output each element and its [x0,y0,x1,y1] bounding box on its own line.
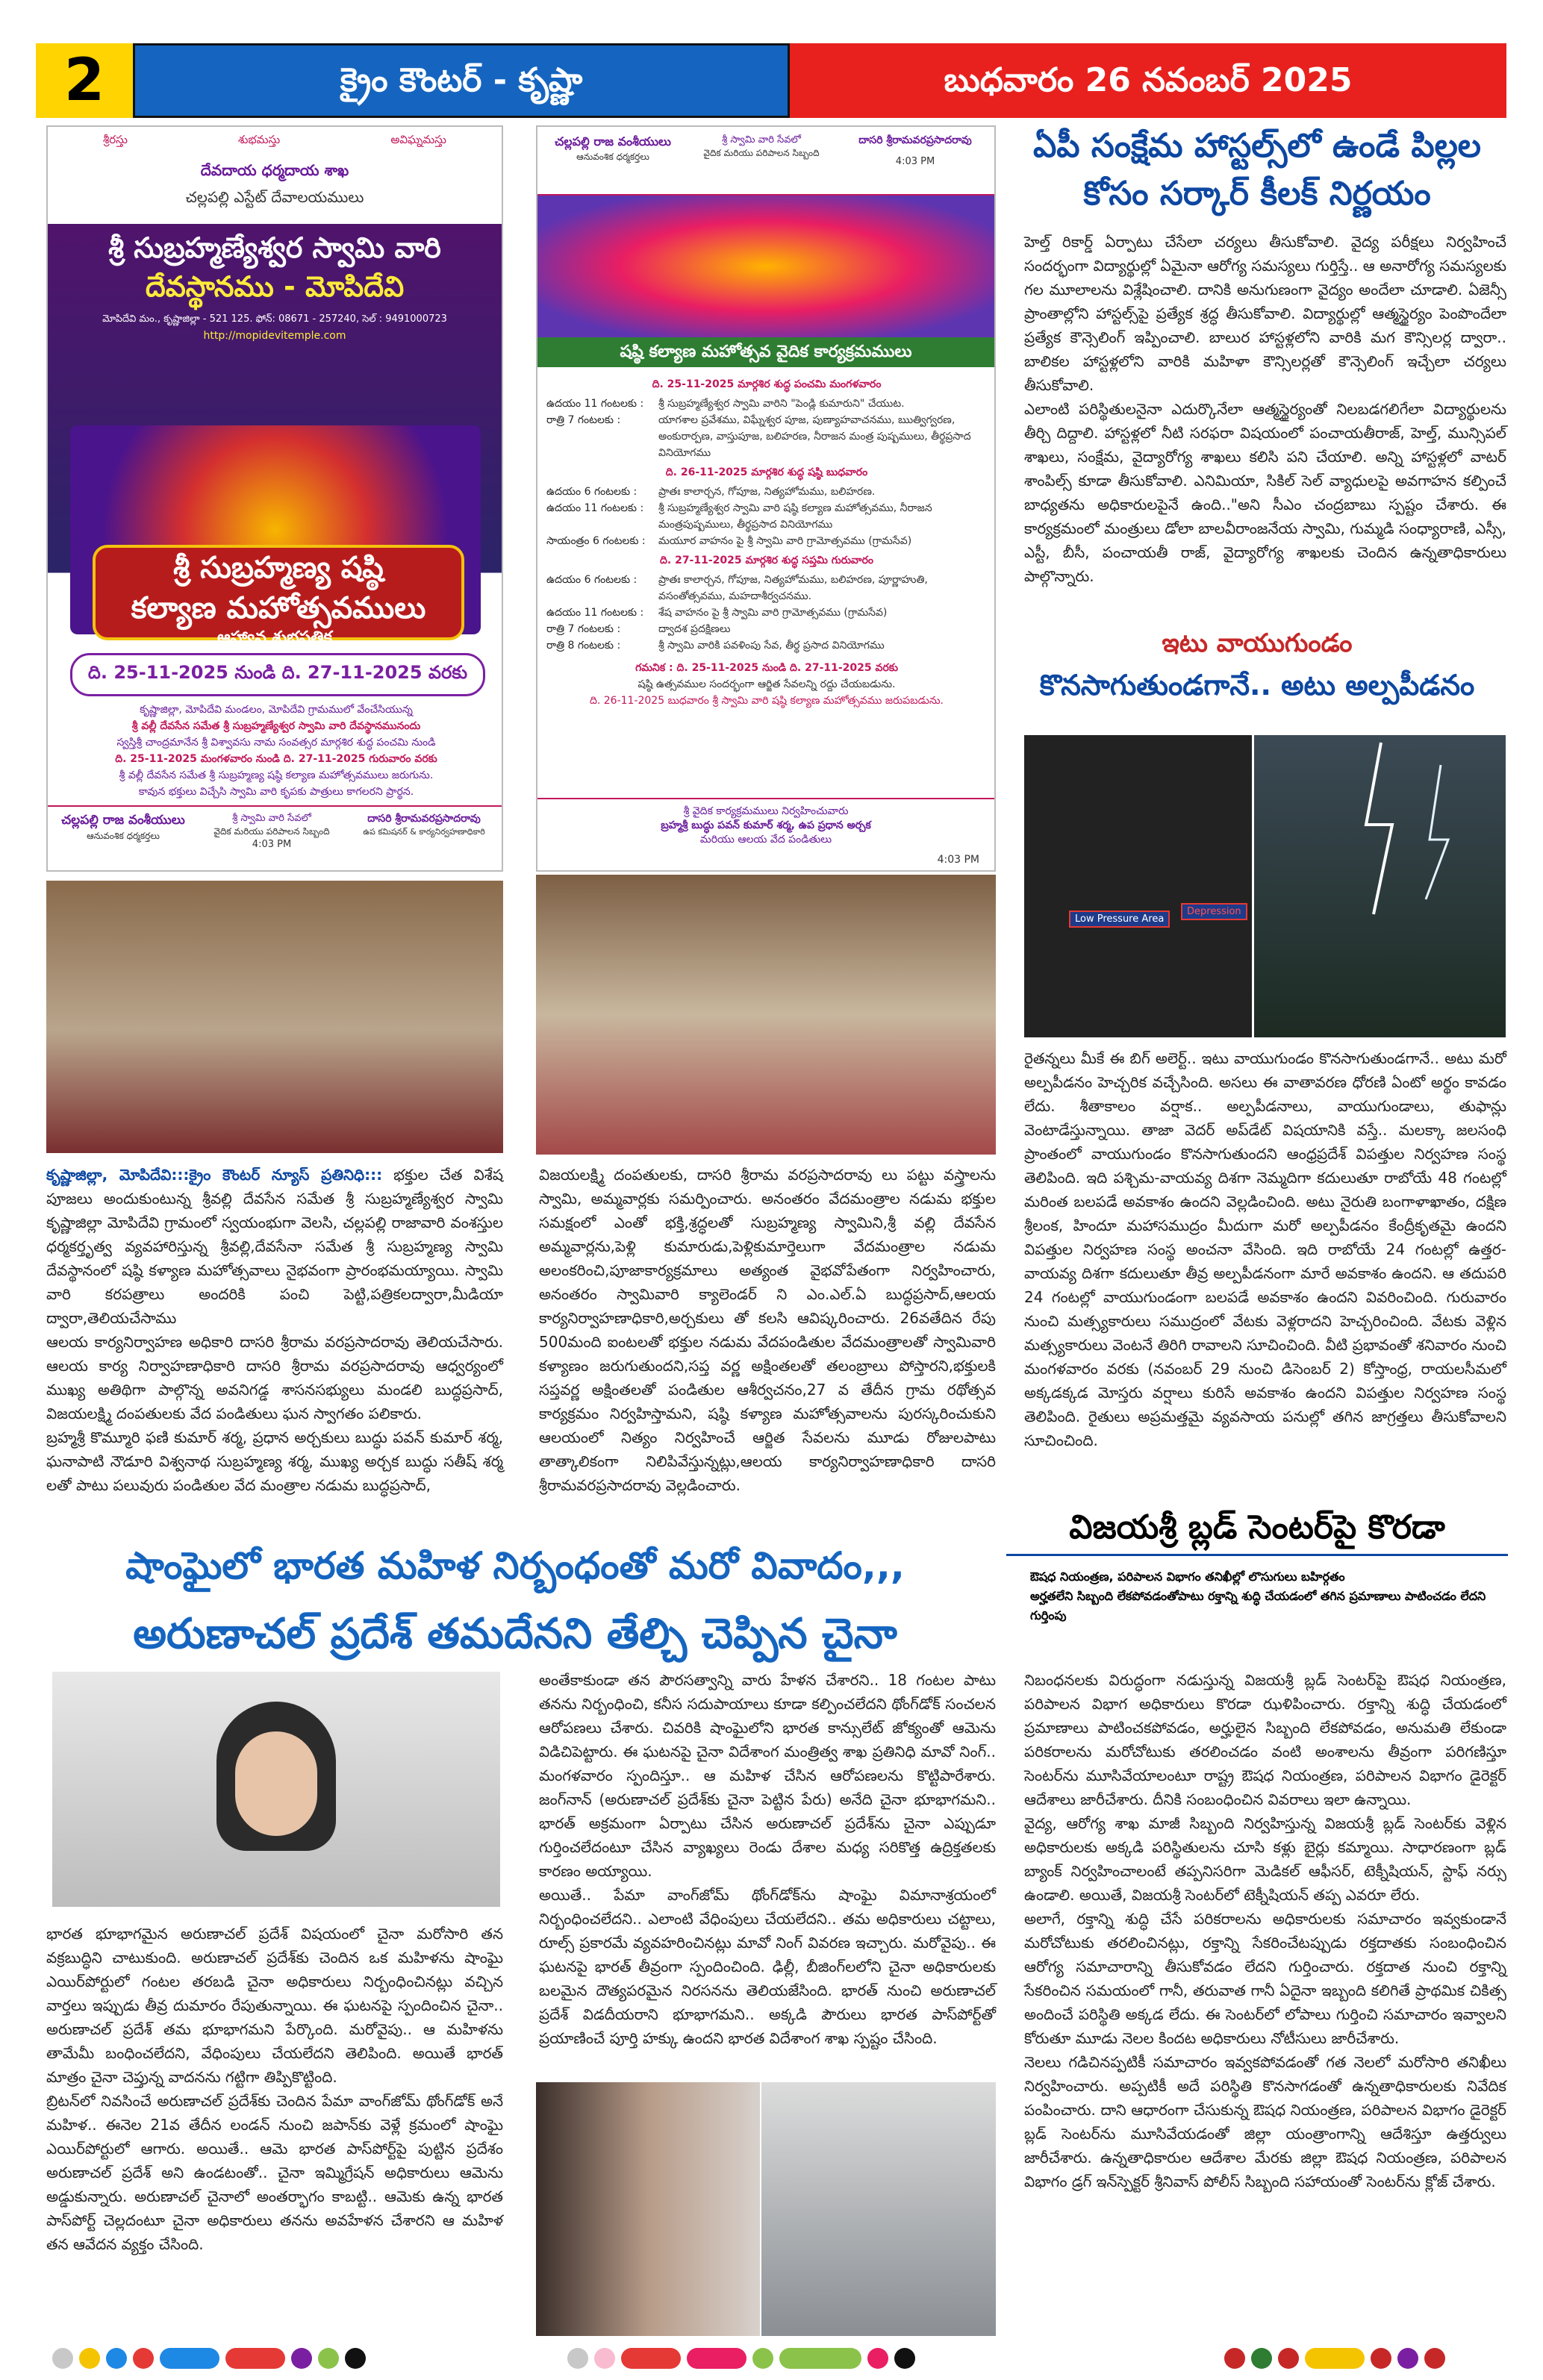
note-3: ది. 26-11-2025 బుధవారం శ్రీ స్వామి వారి షష్ఠి కల్యాణ మహోత్సవము జరుపబడును. [589,695,944,707]
color-bar [621,2348,681,2369]
schedule-row [546,500,987,533]
china-article-col-2 [539,1668,996,2071]
color-dot [1251,2348,1272,2369]
color-dot [133,2348,154,2369]
article-text: భారత భూభాగమైన అరుణాచల్ ప్రదేశ్ విషయంలో చైనా మరోసారి తన వక్రబుద్ధిని చాటుకుంది. అరుణాచల్ ప్రదేశ్‌కు చెందిన ఒక మహిళను షాంఘై ఎయిర్‌పోర్టులో గంటల తరబడి చైనా అధికారులు నిర్బంధించినట్లు వచ్చిన వార్తలు ఇప్పుడు తీవ్ర దుమారం రేపుతున్నాయి. ఈ ఘటనపై స్పందించిన చైనా.. అరుణాచల్ ప్రదేశ్ తమ భూభాగమని పేర్కొంది. మరోవైపు.. ఆ మహిళను తామేమీ బంధించలేదని, వేధింపులు చేయలేదని తెలిపింది. అయితే భారత్ మాత్రం చైనా చెప్తున్న వాదనను గట్టిగా తిప్పికొట్టింది. బ్రిటన్‌లో నివసించే అరుణాచల్ ప్రదేశ్‌కు చెందిన పేమా వాంగ్‌జోమ్ థోంగ్‌డోక్ అనే మహిళ.. ఈనెల 21వ తేదీన లండన్ నుంచి జపాన్‌కు వెళ్లే క్రమంలో షాంఘై ఎయిర్‌పోర్టులో ఆగారు. అయితే.. ఆమె భారత పాస్‌పోర్ట్‌పై పుట్టిన ప్రదేశం అరుణాచల్ ప్రదేశ్ అని ఉండటంతో.. చైనా ఇమ్మిగ్రేషన్ అధికారులు ఆమెను అడ్డుకున్నారు. అరుణాచల్ చైనాలో అంతర్భాగం కాబట్టి.. ఆమెకు ఉన్న భారత పాస్‌పోర్ట్ చెల్లదంటూ చైనా అధికారులు తనను అవహేళన చేశారని ఆ మహిళ తన ఆవేదన వ్యక్తం చేసింది. [46,1925,504,2253]
color-dot [79,2348,100,2369]
note-2: షష్ఠి ఉత్సవముల సందర్భంగా ఆర్జిత సేవలన్ని రద్దు చేయబడును. [638,678,896,690]
foot-line-2: బ్రహ్మశ్రీ బుద్ధు పవన్ కుమార్ శర్మ, ఉప ప్రధాన అర్చక [661,819,871,831]
kalyanam-title-box [93,545,464,640]
estate-temples: చల్లపల్లి ఎస్టేట్ దేవాలయములు [185,188,364,206]
vedic-program-card [536,125,996,872]
color-bar [225,2348,285,2369]
head-service: శ్రీ స్వామి వారి సేవలో [722,134,801,146]
head-trustees-sub: ఆనువంశిక ధర్మకర్తలు [576,152,649,162]
kalyanam-title-2: కల్యాణ మహోత్సవములు [131,591,426,625]
color-dot [752,2348,773,2369]
temple-place: దేవస్థానము - మోపిదేవి [145,270,405,303]
schedule-row [546,484,987,500]
hostel-article-body [1024,230,1506,618]
schedule-row [546,396,987,412]
color-dot [1224,2348,1245,2369]
color-dot [1424,2348,1445,2369]
schedule-row [546,621,987,637]
china-headline-2: అరుణాచల్ ప్రదేశ్ తమదేనని తేల్చి చెప్పిన చైనా [133,1610,897,1658]
screenshot-time: 4:03 PM [252,839,292,850]
color-dot [345,2348,366,2369]
invite-line: కావున భక్తులు విచ్చేసి స్వామి వారి కృపకు పాత్రులు కాగలరని ప్రార్థన. [138,786,414,798]
temple-address: మోపిదేవి మం., కృష్ణాజిల్లా - 521 125. ఫోన్: 08671 - 257240, సెల్ : 9491000723 [102,313,447,325]
schedule-time: ఉదయం 6 గంటలకు : [546,486,638,498]
foot-eo-sub: ఉప కమిషనర్ & కార్యనిర్వహణాధికారి [363,827,485,837]
lightning-icon [1254,735,1506,1037]
schedule-time: ఉదయం 6 గంటలకు : [546,574,638,586]
schedule-desc: మయూర వాహనం పై శ్రీ స్వామి వారి గ్రామోత్సవము (గ్రామసేవ) [658,535,912,547]
invitation-top-band [48,127,502,224]
article-text: అంతేకాకుండా తన పౌరసత్వాన్ని వారు హేళన చేశారని.. 18 గంటల పాటు తనను నిర్బంధించి, కనీస సదుపాయాలు కూడా కల్పించలేదని థోంగ్‌డోక్ సంచలన ఆరోపణలు చేశారు. చివరికి షాంఘైలోని భారత కాన్సులేట్ జోక్యంతో ఆమెను విడిచిపెట్టారు. ఈ ఘటనపై చైనా విదేశాంగ మంత్రిత్వ శాఖ ప్రతినిధి మావో నింగ్.. మంగళవారం స్పందిస్తూ.. ఆ మహిళ చేసిన ఆరోపణలను కొట్టిపారేశారు. జంగ్‌నాన్ (అరుణాచల్ ప్రదేశ్‌కు చైనా పెట్టిన పేరు) అనేది చైనా భూభాగమని.. భారత్ అక్రమంగా ఏర్పాటు చేసిన అరుణాచల్ ప్రదేశ్‌ను చైనా ఎప్పుడూ గుర్తించలేదంటూ చేసిన వ్యాఖ్యలు రెండు దేశాల మధ్య సరికొత్త ఉద్రిక్తతలకు కారణం అయ్యాయి. అయితే.. పేమా వాంగ్‌జోమ్ థోంగ్‌డోక్‌ను షాంఘై విమానాశ్రయంలో నిర్బంధించలేదని.. ఎలాంటి వేధింపులు చేయలేదని.. తమ అధికారులు చట్టాలు, రూల్స్ ప్రకారమే వ్యవహరించినట్లు మావో నింగ్ వివరణ ఇచ్చారు. మరోవైపు.. ఈ ఘటనపై భారత్ తీవ్రంగా స్పందించింది. ఢిల్లీ, బీజింగ్‌లలోని చైనా అధికారులకు బలమైన దౌత్యపరమైన నిరసనను తెలియజేసింది. భారత్ నుంచి అరుణాచల్ ప్రదేశ్ విడదీయరాని భూభాగమని.. అక్కడి పౌరులు భారత పాస్‌పోర్ట్‌తో ప్రయాణించే పూర్తి హక్కు ఉందని భారత విదేశాంగ శాఖ స్పష్టం చేసింది. [539,1671,997,2047]
screenshot-time: 4:03 PM [895,156,935,167]
map-label-depression: Depression [1181,903,1247,920]
color-bar [687,2348,746,2369]
color-dot [106,2348,127,2369]
footer-color-strip-mid [567,2345,985,2372]
invitation-footer [48,805,502,870]
weather-headline: కొనసాగుతుండగానే.. అటు అల్పపీడనం [1039,669,1475,702]
foot-service: శ్రీ స్వామి వారి సేవలో [232,813,311,824]
woman-portrait-photo [52,1672,500,1907]
lightning-storm-image [1254,735,1506,1037]
temple-article-col-2 [539,1163,1001,1521]
hostel-headline-1: ఏపీ సంక్షేమ హాస్టల్స్‌లో ఉండే పిల్లల [1032,127,1481,165]
foot-service-sub: వైదిక మరియు పరిపాలన సిబ్బంది [213,826,330,837]
article-text: హెల్త్ రికార్డ్ ఏర్పాటు చేసేలా చర్యలు తీసుకోవాలి. వైద్య పరీక్షలు నిర్వహించే సందర్భంగా విద్యార్థుల్లో ఏమైనా ఆరోగ్య సమస్యలు గుర్తిస్తే.. ఆ అనారోగ్య సమస్యలకు గల మూలాలను విశ్లేషించాలి. దానికి అనుగుణంగా వైద్యం అందేలా చూడాలి. ఏజెన్సీ ప్రాంతాల్లోని హాస్టల్స్‌పై ప్రత్యేక శ్రద్ధ తీసుకోవాలి. విద్యార్థుల్లో ఆత్మస్థైర్యం పెంపొందేలా ప్రత్యేక కౌన్సెలింగ్ ఇప్పించాలి. బాలుర హాస్టళ్లలోని వారికి మగ కౌన్సిలర్ల ద్వారా.. బాలికల హాస్టళ్లలోని వారికి మహిళా కౌన్సిలర్లతో కౌన్సెలింగ్ ఇచ్చేలా చర్యలు తీసుకోవాలి. ఎలాంటి పరిస్థితులనైనా ఎదుర్కొనేలా ఆత్మస్థైర్యంతో నిలబడగలిగేలా విద్యార్థులను తీర్చి దిద్దాలి. హాస్టళ్లలో నీటి సరఫరా విషయంలో పంచాయతీరాజ్, హెల్త్, మున్సిపల్ శాఖలు, సంక్షేమ, వైద్యారోగ్య శాఖలు కలిసి పని చేయాలి. అన్ని హాస్టళ్లలో వాటర్ శాంపిల్స్ కూడా తీసుకోవాలి. ఎనిమియా, సికిల్ సెల్ వ్యాధులపై అవగాహన కల్పించే బాధ్యతను అధికారులపైనే ఉంది.."అని సీఎం చంద్రబాబు స్పష్టం చేశారు. ఈ కార్యక్రమంలో మంత్రులు డోలా బాలవీరాంజనేయ స్వామి, గుమ్మడి సంధ్యారాణి, ఎస్సీ, ఎస్టీ, బీసీ, పంచాయతీ రాజ్, వైద్యారోగ్య శాఖలకు చెందిన ఉన్నతాధికారులు పాల్గొన్నారు. [1024,233,1507,585]
article-text: నిబంధనలకు విరుద్ధంగా నడుస్తున్న విజయశ్రీ బ్లడ్ సెంటర్‌పై ఔషధ నియంత్రణ, పరిపాలన విభాగ అధికారులు కొరడా ఝళిపించారు. రక్తాన్ని శుద్ధి చేయడంలో ప్రమాణాలు పాటించకపోవడం, అర్హులైన సిబ్బంది లేకపోవడం, అనుమతి లేకుండా పరికరాలను మరోచోటుకు తరలించడం వంటి అంశాలను తీవ్రంగా పరిగణిస్తూ సెంటర్‌ను మూసివేయాలంటూ రాష్ట్ర ఔషధ నియంత్రణ, పరిపాలన విభాగం డైరెక్టర్ ఆదేశాలు జారీచేశారు. దీనికి సంబంధించిన వివరాలు ఇలా ఉన్నాయి. వైద్య, ఆరోగ్య శాఖ మాజీ సిబ్బంది నిర్వహిస్తున్న విజయశ్రీ బ్లడ్ సెంటర్‌కు వెళ్లిన అధికారులకు అక్కడి పరిస్థితులను చూసి కళ్లు బైర్లు కమ్మాయి. సాధారణంగా బ్లడ్ బ్యాంక్ నిర్వహించాలంటే తప్పనిసరిగా మెడికల్ ఆఫీసర్, టెక్నీషియన్, స్టాఫ్ నర్సు ఉండాలి. అయితే, విజయశ్రీ సెంటర్‌లో టెక్నీషియన్ తప్ప ఎవరూ లేరు. అలాగే, రక్తాన్ని శుద్ధి చేసే పరికరాలను అధికారులకు సమాచారం ఇవ్వకుండానే మరోచోటుకు తరలించినట్లు, రక్తాన్ని సేకరించేటప్పుడు రక్తదాతకు సంబంధించిన ఆరోగ్య సమాచారాన్ని తీసుకోవడం లేదని గుర్తించారు. రక్తదాత నుంచి రక్తాన్ని సేకరించిన సమయంలో గానీ, తరువాత గానీ ఏదైనా ఇబ్బంది కలిగితే ప్రాథమిక చికిత్స అందించే పరిస్థితి అక్కడ లేదు. ఈ సెంటర్‌లో లోపాలు గుర్తించి సమాచారం ఇవ్వాలని కోరుతూ మూడు నెలల కిందట అధికారులు నోటీసులు జారీచేశారు. నెలలు గడిచినప్పటికీ సమాచారం ఇవ్వకపోవడంతో గత నెలలో మరోసారి తనిఖీలు నిర్వహించారు. అప్పటికీ అదే పరిస్థితి కొనసాగడంతో ఉన్నతాధికారులకు నివేదిక పంపించారు. దాని ఆధారంగా చేసుకున్న ఔషధ నియంత్రణ, పరిపాలన విభాగం డైరెక్టర్ బ్లడ్ సెంటర్‌ను మూసివేయడంతో జిల్లా యంత్రాంగాన్ని ఆదేశిస్తూ ఉత్తర్వులు జారీచేశారు. ఉన్నతాధికారుల ఆదేశాల మేరకు జిల్లా ఔషధ నియంత్రణ, పరిపాలన విభాగం డ్రగ్ ఇన్‌స్పెక్టర్ శ్రీనివాస్ పోలీస్ సిబ్బంది సహాయంతో సెంటర్‌ను క్లోజ్ చేశారు. [1024,1671,1507,2190]
schedule-desc: యాగశాల ప్రవేశము, విఘ్నేశ్వర పూజ, పుణ్యాహవాచనము, ఋత్విగ్వరణ, అంకురార్పణ, వాస్తుపూజ, బలిహరణ, నీరాజన మంత్ర పుష్పములు, తీర్థప్రసాద వినియోగము [658,414,971,459]
color-dot [594,2348,615,2369]
invite-line: శ్రీ వల్లీ దేవసేన సమేత శ్రీ సుబ్రహ్మణ్య షష్ఠి కల్యాణ మహోత్సవములు జరుగును. [119,769,434,781]
schedule-desc: శ్రీ సుబ్రహ్మణ్యేశ్వర స్వామి వారి షష్ఠి కల్యాణ మహోత్సవము, నీరాజన మంత్రపుష్పములు, తీర్థప్రసాద వినియోగము [658,502,932,531]
schedule-desc: శ్రీ స్వామి వారికి పవళింపు సేవ, తీర్థ ప్రసాద వినియోగము [658,640,885,652]
color-bar [160,2348,219,2369]
note-1: గమనిక : ది. 25-11-2025 నుండి ది. 27-11-2025 వరకు [635,662,898,674]
color-dot [867,2348,888,2369]
schedule-row [546,637,987,654]
schedule-time: ఉదయం 11 గంటలకు : [546,502,644,514]
schedule-desc: శ్రీ సుబ్రహ్మణ్యేశ్వర స్వామి వారిని "పెండ్లి కుమారుని" చేయుట. [658,398,905,410]
weather-article-body [1024,1046,1512,1494]
schedule-desc: ప్రాతః కాలార్చన, గోపూజ, నిత్యహోమము, బలిహరణ, పూర్ణాహుతి, వసంతోత్సవము, మహదాశీర్వచనము. [658,574,928,602]
screenshot-time: 4:03 PM [937,854,979,866]
map-label-low-pressure: Low Pressure Area [1069,911,1170,928]
endowments-dept: దేవదాయ ధర్మదాయ శాఖ [200,161,349,179]
china-article-col-1 [46,1922,503,2343]
invite-line: స్వస్తిశ్రీ చాంద్రమానేన శ్రీ విశ్వావసు నామ సంవత్సర మార్గశిర శుద్ధ పంచమి నుండి [116,737,436,749]
article-text: భక్తుల చేత విశేష పూజలు అందుకుంటున్న శ్రీవల్లి దేవసేన సమేత శ్రీ సుబ్రహ్మణ్యేశ్వర స్వామి కృష్ణాజిల్లా మోపిదేవి గ్రామంలో స్వయంభుగా వెలసి, చల్లపల్లి రాజావారి వంశస్తుల ధర్మకర్తృత్వ వ్యవహారిస్తున్న శ్రీవల్లి,దేవసేనా సమేత శ్రీ సుబ్రహ్మణ్య స్వామి దేవస్థానంలో షష్ఠి కళ్యాణ మహోత్సవాలు నైభవంగా ప్రారంభమయ్యాయి. స్వామి వారి కరపత్రాలు అందరికి పంచి పెట్టి,పత్రికలద్వారా,మీడియా ద్వారా,తెలియచేసాము ఆలయ కార్యనిర్వాహణ అధికారి దాసరి శ్రీరామ వరప్రసాదరావు తెలియచేసారు. ఆలయ కార్య నిర్వాహణాధికారి దాసరి శ్రీరామ వరప్రసాదరావు ఆధ్వర్యంలో ముఖ్య అతిథిగా పాల్గొన్న అవనిగడ్డ శాసనసభ్యులు మండలి బుద్ధప్రసాద్, విజయలక్ష్మి దంపతులకు వేద పండితులు ఘన స్వాగతం పలికారు. బ్రహ్మశ్రీ కొమ్మూరి ఫణి కుమార్ శర్మ, ప్రధాన అర్చకులు బుద్ధు పవన్ కుమార్ శర్మ, ఘనాపాటి నౌడూరి విశ్వనాథ సుబ్రహ్మణ్య శర్మ, ముఖ్య అర్చక బుద్ధు సతీష్ శర్మ లతో పాటు పలువురు పండితుల వేద మంత్రాల నడుమ బుద్ధప్రసాద్, [46,1166,503,1494]
leaders-photo [536,2082,760,2336]
invitation-body [55,702,497,800]
foot-trustees-sub: ఆనువంశిక ధర్మకర్తలు [87,831,160,841]
program-card-header [537,127,994,196]
weather-kicker: ఇటు వాయుగుండం [1162,628,1353,658]
color-bar [1305,2348,1365,2369]
invite-line: ది. 25-11-2025 మంగళవారం నుండి ది. 27-11-2025 గురువారం వరకు [115,753,437,765]
temple-name: శ్రీ సుబ్రహ్మణ్యేశ్వర స్వామి వారి [108,231,441,264]
schedule-desc: ద్వాదశ ప్రదక్షిణలు [658,623,731,635]
program-card-footer [537,798,994,870]
hostel-headline-2: కోసం సర్కార్ కీలక్ నిర్ణయం [1083,175,1431,213]
foot-line-3: మరియు ఆలయ వేద పండితులు [699,834,832,846]
head-service-sub: వైదిక మరియు పరిపాలన సిబ్బంది [703,148,820,158]
temple-invitation-card [46,125,503,872]
footer-color-strip-left [52,2345,366,2372]
color-dot [291,2348,312,2369]
satellite-map-image [1024,735,1252,1037]
schedule-desc: ప్రాతః కాలార్చన, గోపూజ, నిత్యహోమము, బలిహరణ. [658,486,876,498]
color-dot [52,2348,73,2369]
blessing-1: శ్రీరస్తు [103,133,128,146]
program-subtitle: షష్ఠి కల్యాణ మహోత్సవ వైదిక కార్యక్రమములు [537,337,994,367]
day-2-title: ది. 26-11-2025 మార్గశిర శుద్ధ షష్ఠి బుధవారం [665,466,868,478]
color-dot [1371,2348,1391,2369]
article-text: రైతన్నలు మీకే ఈ బిగ్ అలెర్ట్.. ఇటు వాయుగుండం కొనసాగుతుండగానే.. అటు మరో అల్పపీడనం హెచ్చరిక వచ్చేసింది. అసలు ఈ వాతావరణ ధోరణి ఏంటో అర్థం కావడం లేదు. శీతాకాలం వర్షాక.. అల్పపీడనాలు, వాయుగుండాలు, తుఫాన్లు వెంటాడేస్తున్నాయి. తాజా వెదర్ అప్‌డేట్ విషయానికి వస్తే.. మలక్కా జలసంధి ప్రాంతంలో వాయుగుండం కొనసాగుతుందని ఆంధ్రప్రదేశ్ విపత్తుల నిర్వహణ సంస్థ తెలిపింది. ఇది పశ్చిమ-వాయవ్య దిశగా నెమ్మదిగా కదులుతూ రాబోయే 48 గంటల్లో మరింత బలపడే అవకాశం ఉందని వెల్లడించింది. అటు నైరుతి బంగాళాఖాతం, దక్షిణ శ్రీలంక, హిందూ మహాసముద్రం మీదుగా మరో అల్పపీడనం కేంద్రీకృతమై ఉందని విపత్తుల నిర్వహణ సంస్థ అంచనా వేసింది. ఇది రాబోయే 24 గంటల్లో ఉత్తర-వాయవ్య దిశగా కదులుతూ తీవ్ర అల్పపీడనంగా మారే అవకాశం ఉందని. ఆ తదుపరి 24 గంటల్లో వాయుగుండంగా బలపడే అవకాశం ఉందని వివరించింది. గురువారం నుంచి మత్స్యకారులు సముద్రంలో వేటకు వెళ్లరాదని హెచ్చరించింది. వేటకు వెళ్లిన మత్స్యకారులు వెంటనే తిరిగి రావాలని సూచించింది. వీటి ప్రభావంతో శనివారం నుంచి మంగళవారం వరకు (నవంబర్ 29 నుంచి డిసెంబర్ 2) కోస్తాంధ్ర, రాయలసీమలో అక్కడక్కడ మోస్తరు వర్షాలు కురిసే అవకాశం ఉందని విపత్తుల నిర్వహణ సంస్థ తెలిపింది. రైతులు అప్రమత్తమై వ్యవసాయ పనుల్లో తగిన జాగ్రత్తలు తీసుకోవాలని సూచించింది. [1024,1049,1512,1449]
head-eo: దాసరి శ్రీరామవరప్రసాదరావు [858,134,972,146]
schedule-time: రాత్రి 7 గంటలకు : [546,623,621,635]
schedule-time: ఉదయం 11 గంటలకు : [546,398,644,410]
temple-event-photo-1 [46,881,503,1153]
day-1-title: ది. 25-11-2025 మార్గశిర శుద్ధ పంచమి మంగళవారం [652,378,882,390]
schedule-desc: శేష వాహనం పై శ్రీ స్వామి వారి గ్రామోత్సవము (గ్రామసేవ) [658,607,888,619]
blessing-3: అవిఘ్నమస్తు [390,133,446,146]
festival-dates: ది. 25-11-2025 నుండి ది. 27-11-2025 వరకు [70,653,485,696]
airport-photo [761,2082,996,2336]
issue-date: బుధవారం 26 నవంబర్ 2025 [790,43,1506,118]
kalyanam-title-1: శ్రీ సుబ్రహ్మణ్య షష్ఠి [173,551,384,585]
schedule-row [546,605,987,621]
head-trustees: చల్లపల్లి రాజ వంశీయులు [555,134,671,149]
footer-color-strip-right [1224,2345,1508,2372]
invite-line: కృష్ణాజిల్లా, మోపిదేవి మండలం, మోపిదేవి గ్రామములో వేంచేసియున్న [140,704,413,716]
program-schedule [546,373,987,709]
color-bar [779,2348,861,2369]
temple-article-col-1 [46,1163,503,1521]
blood-center-headline: విజయశ్రీ బ్లడ్ సెంటర్‌పై కొరడా [1006,1502,1508,1556]
schedule-time: రాత్రి 8 గంటలకు : [546,640,621,652]
article-dateline: కృష్ణాజిల్లా, మోపిదేవి:::క్రైం కౌంటర్ న్యూస్ ప్రతినిధి::: [46,1166,383,1184]
schedule-time: సాయంత్రం 6 గంటలకు : [546,535,646,547]
deity-image [537,196,994,337]
color-dot [894,2348,915,2369]
article-text: విజయలక్ష్మి దంపతులకు, దాసరి శ్రీరామ వరప్రసాదరావు లు పట్టు వస్త్రాలను స్వామి, అమ్మవార్లకు సమర్పించారు. అనంతరం వేదమంత్రాల నడుమ భక్తుల సమక్షంలో ఎంతో భక్తి,శ్రద్ధలతో సుబ్రహ్మణ్య స్వామిని,శ్రీ వల్లి దేవసేన అమ్మవార్లను,పెళ్లి కుమారుడు,పెళ్లికుమార్తెలుగా వేదమంత్రాల నడుమ అలంకరించి,పూజాకార్యక్రమాలు అత్యంత వైభవోపేతంగా నిర్వహించారు, అనంతరం స్వామివారి క్యాలెండర్ ని ఎం.ఎల్.ఏ బుద్ధప్రసాద్,ఆలయ కార్యనిర్వాహణాధికారి,అర్చకులు తో కలసి ఆవిష్కరించారు. 26వతేదిన రేపు 500మంది ఐంటలతో భక్తుల నడుమ వేదపండితుల వేదమంత్రాలతో స్వామివారి కళ్యాణం జరుగుతుందని,సప్త వర్ణ అక్షింతలతో తలంబ్రాలు పోస్తారని,భక్తులకి సప్తవర్ణ అక్షింతలతో పండితుల ఆశీర్వచనం,27 వ తేదీన గ్రామ రథోత్సవ కార్యక్రమం నిర్వహిస్తామని, షష్ఠి కళ్యాణ మహోత్సవాలను పురస్కరించుకుని ఆలయంలో నిత్యం నిర్వహించే ఆర్జిత సేవలను మూడు రోజులపాటు తాత్కాలికంగా నిలిపివేస్తున్నట్లు,ఆలయ కార్యనిర్వాహణాధికారి దాసరి శ్రీరామవరప్రసాదరావు వెల్లడించారు. [539,1166,1001,1494]
china-headline-1: షాంఘైలో భారత మహిళ నిర్బంధంతో మరో వివాదం,,, [125,1544,905,1587]
foot-trustees: చల్లపల్లి రాజ వంశీయులు [61,813,185,828]
schedule-time: ఉదయం 11 గంటలకు : [546,607,644,619]
color-dot [318,2348,339,2369]
blood-center-subhead: ఔషధ నియంత్రణ, పరిపాలన విభాగం తనిఖీల్లో లొసుగులు బహిర్గతం అర్హతలేని సిబ్బంది లేకపోవడంతోపాటు రక్తాన్ని శుద్ధి చేయడంలో తగిన ప్రమాణాలు పాటించడం లేదని గుర్తింపు [1030,1570,1486,1622]
foot-eo: దాసరి శ్రీరామవరప్రసాదరావు [367,813,481,825]
temple-website: http://mopidevitemple.com [203,330,346,342]
calendar-release-photo [536,875,996,1155]
blessing-2: శుభమస్తు [237,133,281,146]
foot-line-1: శ్రీ వైదిక కార్యక్రమములు నిర్వహించువారు [683,805,849,817]
schedule-time: రాత్రి 7 గంటలకు : [546,414,621,426]
day-3-title: ది. 27-11-2025 మార్గశిర శుద్ధ సప్తమి గురువారం [660,555,873,566]
schedule-row [546,533,987,549]
paper-name: క్రైం కౌంటర్ - కృష్ణా [133,43,790,118]
invite-line: శ్రీ వల్లీ దేవసేన సమేత శ్రీ సుబ్రహ్మణ్యేశ్వర స్వామి వారి దేవస్థానమునందు [131,720,421,732]
blood-center-body [1024,1668,1506,2332]
page-number: 2 [36,43,133,118]
hostel-headline [1006,122,1508,218]
invitation-word: ఆహ్వాన శుభపత్రిక [216,628,332,647]
schedule-row [546,572,987,605]
color-dot [1397,2348,1418,2369]
color-dot [567,2348,588,2369]
schedule-row [546,412,987,461]
color-dot [1278,2348,1299,2369]
